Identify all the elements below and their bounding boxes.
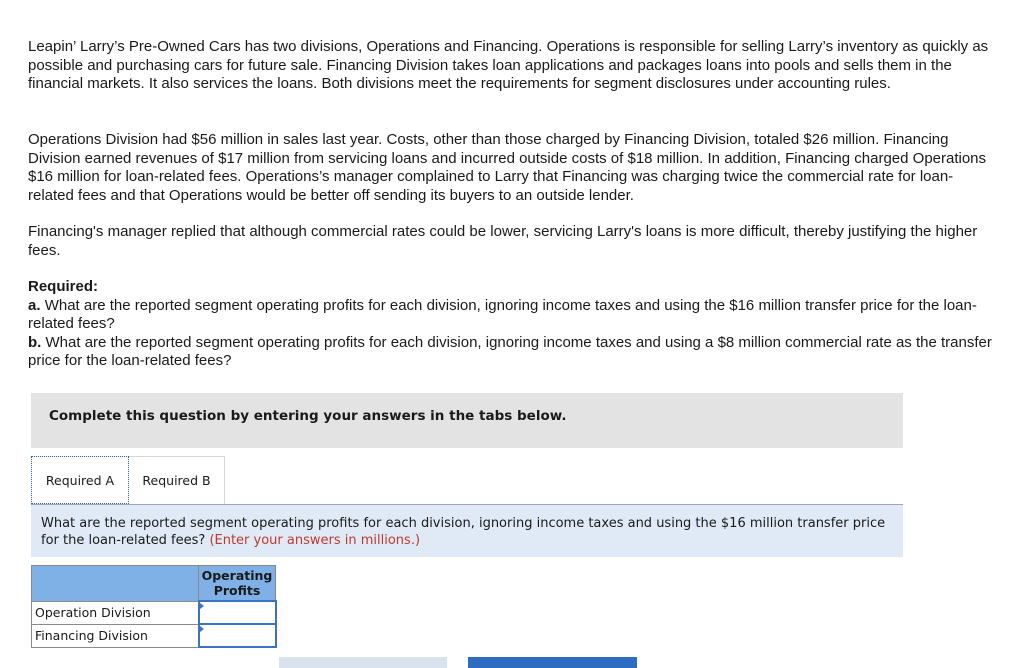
previous-tab-button[interactable] bbox=[279, 657, 447, 668]
required-a-label: a. bbox=[28, 296, 41, 314]
required-a bbox=[28, 297, 993, 334]
tab-required-a-label: Required A bbox=[45, 472, 115, 488]
required-a-text: What are the reported segment operating profits for each division, ignoring income taxes and using the $16 million transfer price for the loan-related fees? bbox=[28, 296, 977, 332]
question-text: What are the reported segment operating profits for each division, ignoring income taxes and using the $16 million transfer price for the loan-related fees? bbox=[41, 516, 886, 548]
input-marker-icon bbox=[200, 603, 204, 609]
table-row bbox=[32, 601, 276, 624]
problem-paragraph-2: Operations Division had $56 million in sales last year. Costs, other than those charged by Financing Division, totaled $26 million. Financing Division earned revenues of $17 million from servicing loans and incurred outside costs of $18 million. In addition, Financing charged Operations $16 million for loan-related fees. Operations’s manager complained to Larry that Financing was charging twice the commercial rate for loan-related fees and that Operations would be better off sending its buyers to an outside lender. bbox=[28, 131, 987, 204]
question-panel bbox=[31, 505, 903, 557]
problem-paragraph-1: Leapin’ Larry’s Pre-Owned Cars has two divisions, Operations and Financing. Operations is responsible for selling Larry’s inventory as quickly as possible and purchasing cars for future sale. Financing Division takes loan applications and packages loans into pools and sells them in the financial markets. It also services the loans. Both divisions meet the requirements for segment disclosures under accounting rules. bbox=[28, 38, 989, 92]
answer-table bbox=[31, 565, 277, 648]
tab-required-b[interactable] bbox=[129, 456, 225, 504]
row-label-financing-division: Financing Division bbox=[32, 624, 199, 647]
required-b bbox=[28, 334, 993, 371]
operation-division-profit-input[interactable] bbox=[200, 603, 274, 622]
financing-division-profit-input[interactable] bbox=[200, 626, 274, 645]
financing-division-cell bbox=[199, 624, 276, 647]
required-heading: Required: bbox=[28, 278, 99, 295]
required-b-text: What are the reported segment operating profits for each division, ignoring income taxes and using a $8 million commercial rate as the transfer price for the loan-related fees? bbox=[28, 333, 992, 369]
instruction-banner-text: Complete this question by entering your answers in the tabs below. bbox=[49, 408, 567, 424]
next-tab-button[interactable] bbox=[468, 657, 637, 668]
required-section bbox=[28, 278, 993, 371]
question-text-wrapper bbox=[41, 516, 891, 549]
tab-required-b-label: Required B bbox=[142, 473, 211, 488]
instruction-banner bbox=[31, 393, 903, 448]
operating-profits-header: Operating Profits bbox=[199, 566, 276, 602]
input-marker-icon bbox=[200, 626, 204, 632]
table-row bbox=[32, 624, 276, 647]
question-hint: (Enter your answers in millions.) bbox=[209, 532, 421, 548]
tab-required-a[interactable] bbox=[31, 456, 129, 504]
answer-table-corner bbox=[32, 566, 199, 602]
row-label-operation-division: Operation Division bbox=[32, 601, 199, 624]
operation-division-cell bbox=[199, 601, 276, 624]
required-b-label: b. bbox=[28, 333, 42, 351]
problem-paragraph-3: Financing's manager replied that although commercial rates could be lower, servicing Larry's loans is more difficult, thereby justifying the higher fees. bbox=[28, 223, 978, 259]
answer-table-header-row bbox=[32, 566, 276, 602]
